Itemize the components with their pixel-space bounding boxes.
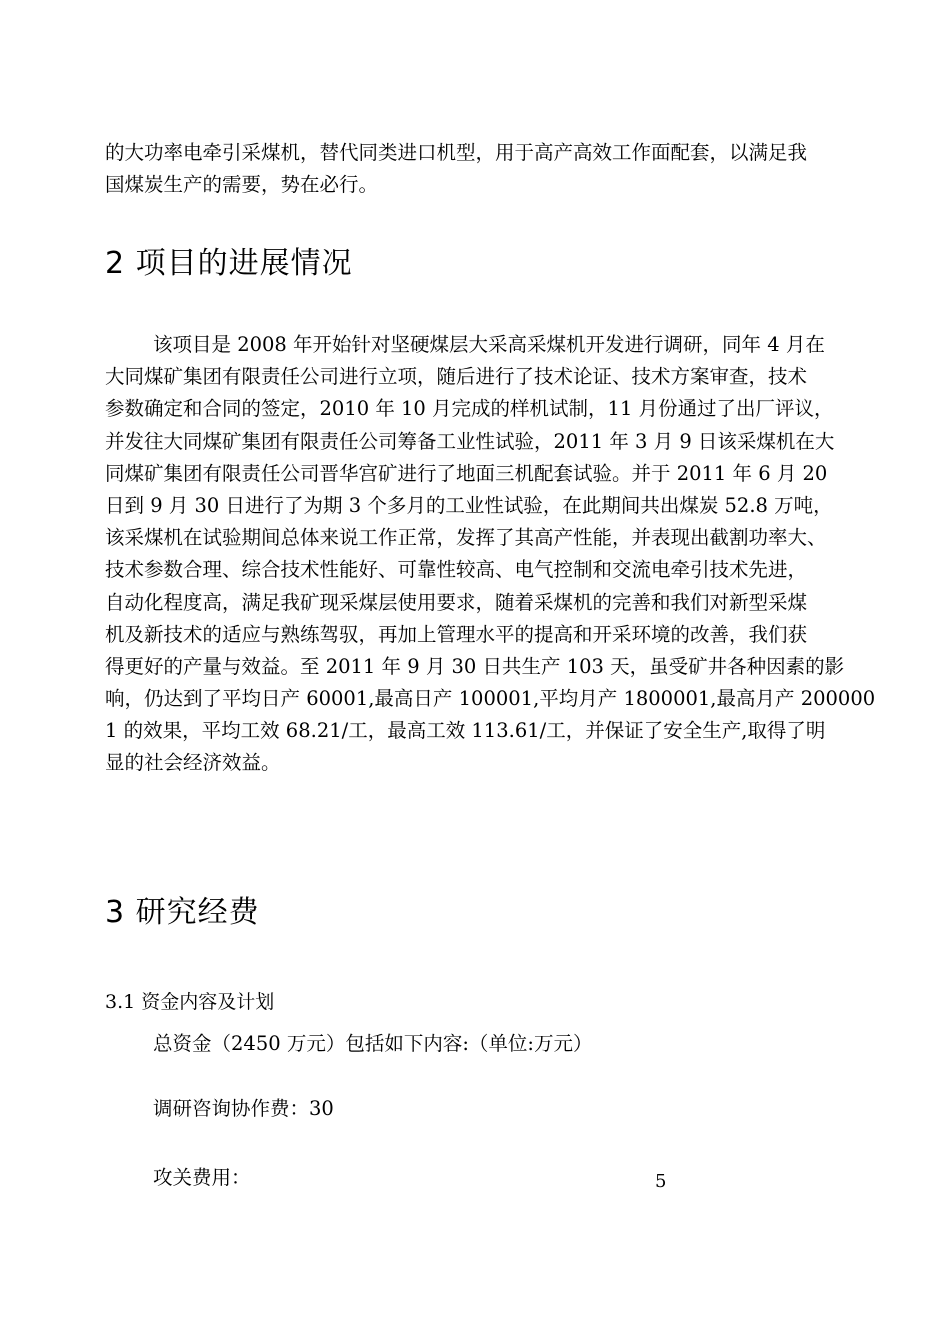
research-consulting-fee-text: 调研咨询协作费：30 (153, 1097, 334, 1120)
intro-continued-paragraph (105, 137, 845, 201)
paragraph-line: 得更好的产量与效益。至 2011 年 9 月 30 日共生产 103 天，虽受矿井各种因素的影 (105, 654, 845, 678)
project-progress-paragraph (105, 329, 876, 780)
paragraph-line: 该项目是 2008 年开始针对坚硬煤层大采高采煤机开发进行调研，同年 4 月在 (153, 333, 825, 356)
paragraph-line: 响，仍达到了平均日产 60001,最高日产 100001,平均月产 1800001,最高月产 200000 (105, 687, 876, 711)
section-2-heading: 2 项目的进展情况 (105, 246, 353, 281)
paragraph-line: 该采煤机在试验期间总体来说工作正常，发挥了其高产性能，并表现出截割功率大、 (105, 526, 827, 550)
paragraph-line: 国煤炭生产的需要，势在必行。 (105, 173, 379, 197)
paragraph-line: 同煤矿集团有限责任公司晋华宫矿进行了地面三机配套试验。并于 2011 年 6 月 20 (105, 461, 828, 485)
paragraph-line: 大同煤矿集团有限责任公司进行立项，随后进行了技术论证、技术方案审查，技术 (105, 365, 808, 389)
page-number: 5 (655, 1171, 667, 1192)
paragraph-line: 的大功率电牵引采煤机，替代同类进口机型，用于高产高效工作面配套，以满足我 (105, 141, 808, 164)
section-3-heading: 3 研究经费 (105, 895, 260, 930)
paragraph-line: 参数确定和合同的签定，2010 年 10 月完成的样机试制，11 月份通过了出厂评议， (105, 397, 834, 421)
subsection-3-1-heading: 3.1 资金内容及计划 (105, 991, 275, 1013)
tackle-fee-text: 攻关费用： (153, 1166, 251, 1189)
total-funds-text: 总资金（2450 万元）包括如下内容:（单位:万元） (153, 1032, 593, 1055)
paragraph-line: 技术参数合理、综合技术性能好、可靠性较高、电气控制和交流电牵引技术先进， (105, 558, 808, 582)
paragraph-line: 并发往大同煤矿集团有限责任公司筹备工业性试验，2011 年 3 月 9 日该采煤机在大 (105, 429, 835, 453)
paragraph-line: 自动化程度高，满足我矿现采煤层使用要求，随着采煤机的完善和我们对新型采煤 (105, 590, 808, 614)
paragraph-line: 机及新技术的适应与熟练驾驭，再加上管理水平的提高和开采环境的改善，我们获 (105, 622, 808, 646)
paragraph-line: 显的社会经济效益。 (105, 751, 281, 775)
paragraph-line: 1 的效果，平均工效 68.21/工，最高工效 113.61/工，并保证了安全生产,取得了明 (105, 719, 826, 743)
paragraph-line: 日到 9 月 30 日进行了为期 3 个多月的工业性试验，在此期间共出煤炭 52.8 万吨， (105, 493, 833, 517)
